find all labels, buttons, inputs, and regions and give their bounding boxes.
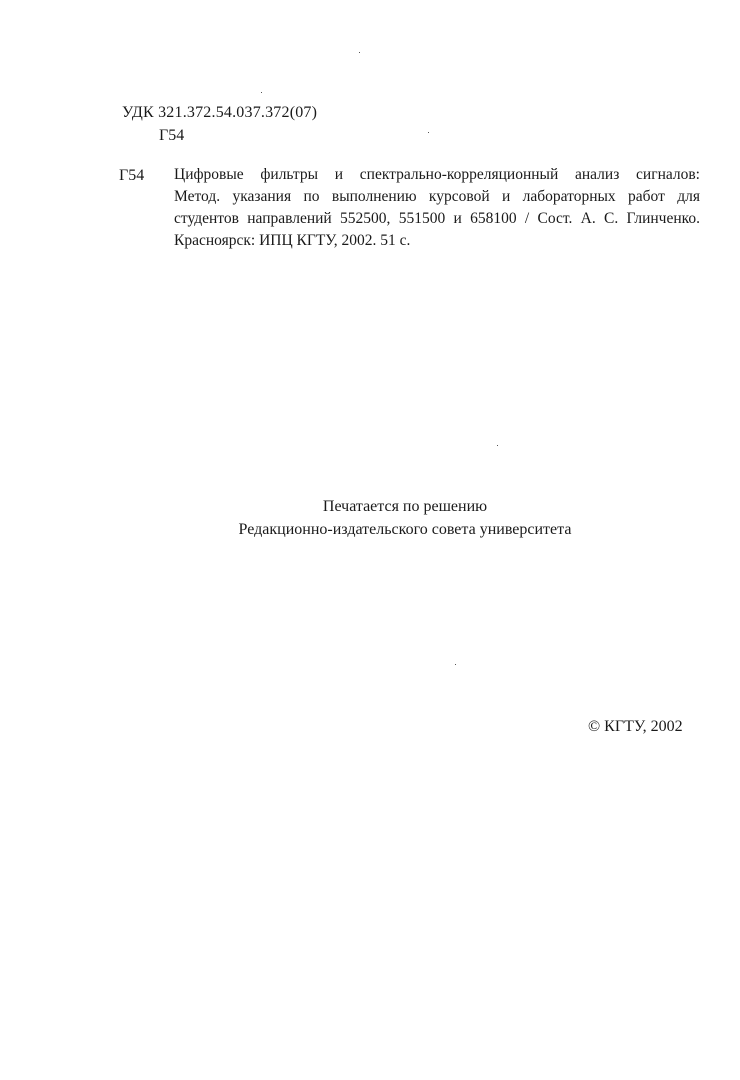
scan-speck <box>497 445 498 446</box>
bib-line: Цифровые фильтры и спектрально-корреляционный анализ сигналов: <box>174 166 700 183</box>
bib-author-mark: Г54 <box>119 167 145 184</box>
bib-line: студентов направлений 552500, 551500 и 658100 / Сост. А. С. Глинченко. <box>174 210 700 227</box>
publication-approval <box>200 495 610 541</box>
bib-line: Метод. указания по выполнению курсовой и лабораторных работ для <box>174 188 700 205</box>
scan-speck <box>359 52 360 53</box>
approval-line-2: Редакционно-издательского совета университета <box>238 521 572 538</box>
scan-speck <box>455 664 456 665</box>
scan-speck <box>261 92 262 93</box>
bib-line: Красноярск: ИПЦ КГТУ, 2002. 51 с. <box>174 232 411 249</box>
udk-classification: УДК 321.372.54.037.372(07) <box>122 104 318 121</box>
bibliographic-description <box>174 164 700 252</box>
approval-line-1: Печатается по решению <box>322 498 488 515</box>
copyright-notice: © КГТУ, 2002 <box>588 718 683 735</box>
scan-speck <box>428 132 429 133</box>
author-mark: Г54 <box>159 127 185 144</box>
